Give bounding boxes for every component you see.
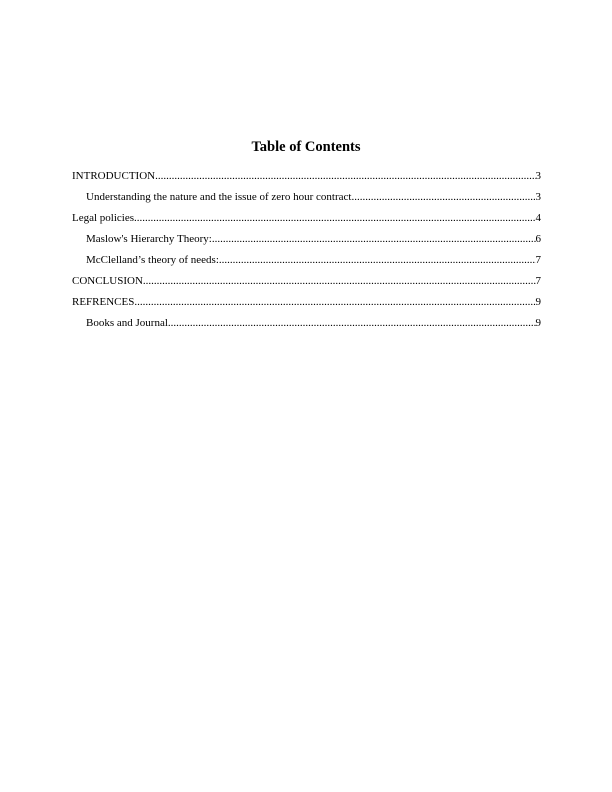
toc-page-number: 9 <box>535 317 541 329</box>
toc-page-number: 3 <box>535 191 541 203</box>
toc-entry-conclusion[interactable] <box>72 271 541 292</box>
toc-page-number: 7 <box>535 275 541 287</box>
toc-dot-leader <box>143 271 536 292</box>
toc-entry-maslow[interactable] <box>72 229 541 250</box>
toc-entry-text: Understanding the nature and the issue of zero hour contract <box>86 191 352 203</box>
toc-entry-text: Maslow's Hierarchy Theory: <box>86 233 212 245</box>
toc-entry-mcclelland[interactable] <box>72 250 541 271</box>
toc-entry-legal-policies[interactable] <box>72 208 541 229</box>
toc-entry-references[interactable] <box>72 292 541 313</box>
toc-page-number: 4 <box>535 212 541 224</box>
toc-dot-leader <box>168 313 536 334</box>
toc-entry-text: McClelland’s theory of needs: <box>86 254 219 266</box>
toc-dot-leader <box>155 166 535 187</box>
toc-page-number: 6 <box>535 233 541 245</box>
toc-title: Table of Contents <box>251 139 361 155</box>
toc-page-number: 9 <box>535 296 541 308</box>
toc-entry-text: REFRENCES <box>72 296 135 308</box>
toc-list <box>72 166 541 334</box>
toc-entry-text: Legal policies <box>72 212 135 224</box>
toc-dot-leader <box>351 187 535 208</box>
toc-dot-leader <box>134 292 535 313</box>
toc-entry-text: INTRODUCTION <box>72 170 156 182</box>
toc-entry-text: CONCLUSION <box>72 275 143 287</box>
toc-entry-text: Books and Journal <box>86 317 168 329</box>
toc-dot-leader <box>212 229 536 250</box>
toc-page-number: 3 <box>535 170 541 182</box>
toc-entry-books-and-journal[interactable] <box>72 313 541 334</box>
toc-page-number: 7 <box>535 254 541 266</box>
toc-entry-zero-hour-contract[interactable] <box>72 187 541 208</box>
toc-dot-leader <box>134 208 535 229</box>
toc-entry-introduction[interactable] <box>72 166 541 187</box>
toc-dot-leader <box>219 250 536 271</box>
